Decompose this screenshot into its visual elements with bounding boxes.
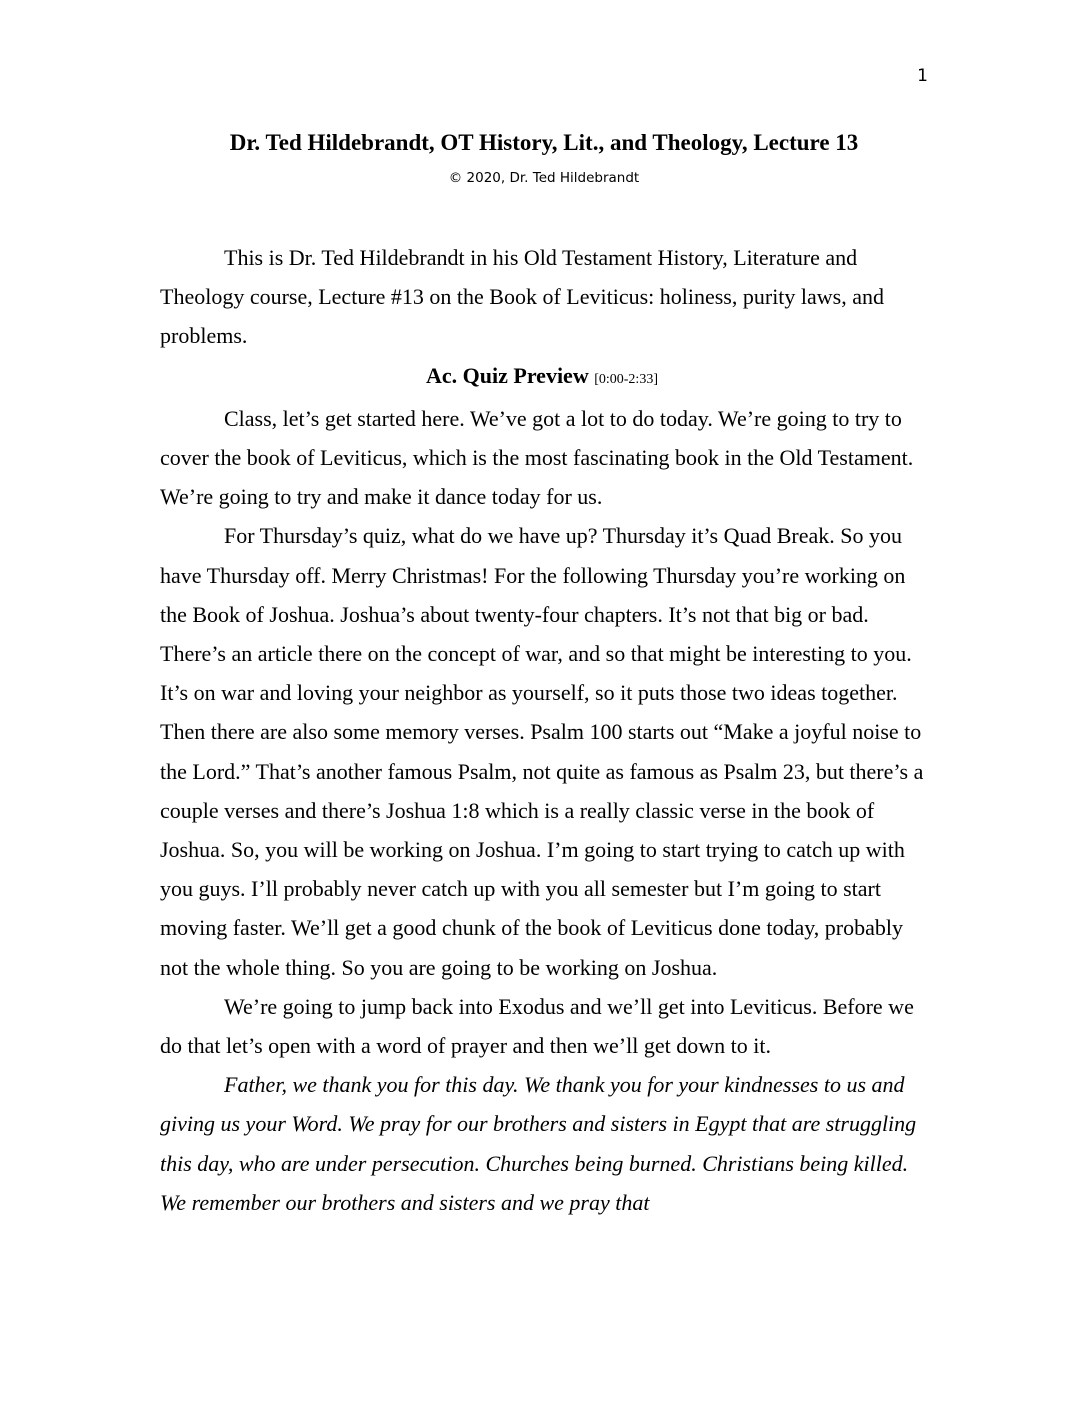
copyright-line: © 2020, Dr. Ted Hildebrandt [448, 170, 640, 186]
body-paragraph: We’re going to jump back into Exodus and we’ll get into Leviticus. Before we do that let’s open with a word of prayer and then we’ll get down to it. [160, 993, 914, 1059]
document-body [160, 238, 924, 1222]
section-timestamp: [0:00-2:33] [594, 371, 658, 387]
section-heading-title: Ac. Quiz Preview [426, 362, 589, 388]
intro-paragraph: This is Dr. Ted Hildebrandt in his Old Testament History, Literature and Theology course, Lecture #13 on the Book of Leviticus: holiness, purity laws, and problems. [160, 245, 885, 349]
document-title: Dr. Ted Hildebrandt, OT History, Lit., and Theology, Lecture 13 [229, 130, 859, 155]
body-paragraph: Class, let’s get started here. We’ve got a lot to do today. We’re going to try to cover the book of Leviticus, which is the most fascinating book in the Old Testament. We’re going to try and make it dance today for us. [160, 405, 914, 510]
body-paragraph: For Thursday’s quiz, what do we have up? Thursday it’s Quad Break. So you have Thursday off. Merry Christmas! For the following Thursday you’re working on the Book of Joshua. Joshua’s about twenty-four chapters. It’s not that big or bad. There’s an article there on the concept of war, and so that might be interesting to you. It’s on war and loving your neighbor as yourself, so it puts those two ideas together. Then there are also some memory verses. Psalm 100 starts out “Make a joyful noise to the Lord.” That’s another famous Psalm, not quite as famous as Psalm 23, but there’s a couple verses and there’s Joshua 1:8 which is a really classic verse in the book of Joshua. So, you will be working on Joshua. I’m going to start trying to catch up with you guys. I’ll probably never catch up with you all semester but I’m going to start moving faster. We’ll get a good chunk of the book of Leviticus done today, probably not the whole thing. So you are going to be working on Joshua. [160, 523, 924, 980]
section-heading [160, 356, 924, 399]
prayer-paragraph: Father, we thank you for this day. We thank you for your kindnesses to us and giving us your Word. We pray for our brothers and sisters in Egypt that are struggling this day, who are under persecution. Churches being burned. Christians being killed. We remember our brothers and sisters and we pray that [160, 1072, 917, 1215]
page-number: 1 [917, 66, 928, 86]
